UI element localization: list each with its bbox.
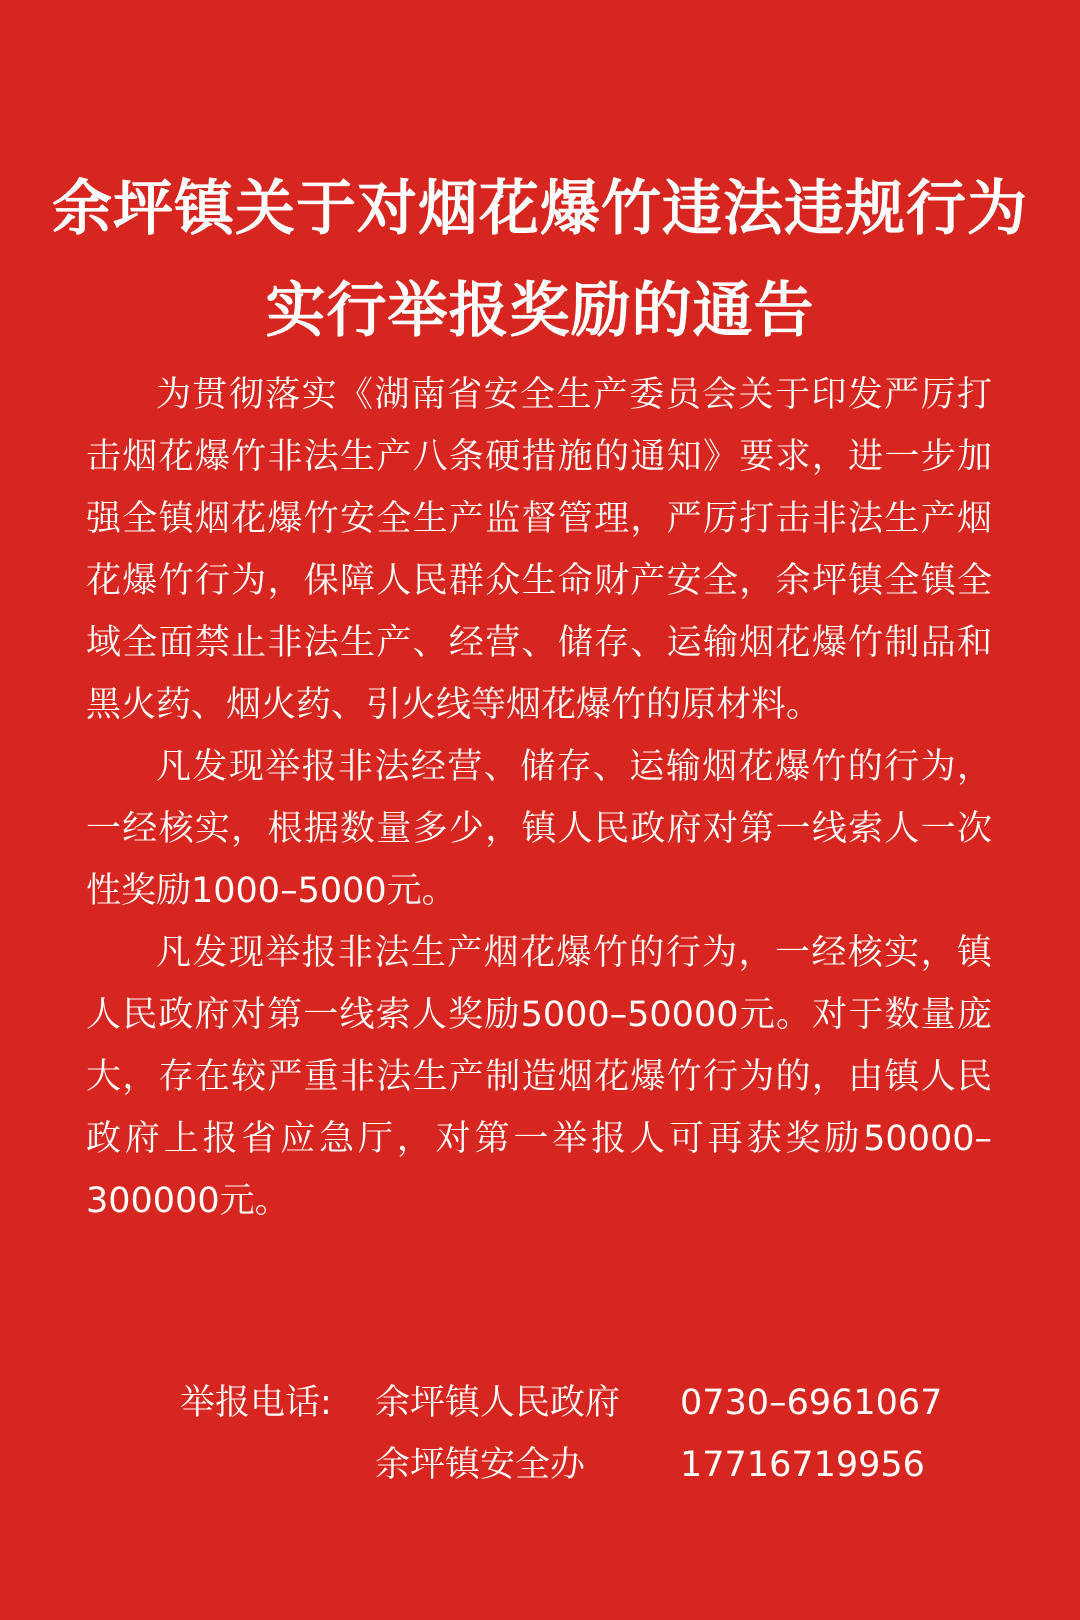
title-line-1: 余坪镇关于对烟花爆竹违法违规行为	[52, 174, 1028, 245]
contact-org: 余坪镇安全办	[375, 1445, 586, 1485]
contact-org: 余坪镇人民政府	[375, 1383, 621, 1423]
paragraph-intro: 为贯彻落实《湖南省安全生产委员会关于印发严厉打击烟花爆竹非法生产八条硬措施的通知》要求，进一步加强全镇烟花爆竹安全生产监督管理，严厉打击非法生产烟花爆竹行为，保障人民群众生命财产安全，余坪镇全镇全域全面禁止非法生产、经营、储存、运输烟花爆竹制品和黑火药、烟火药、引火线等烟花爆竹的原材料。	[86, 375, 992, 725]
contact-label-spacer	[180, 1434, 375, 1496]
notice-body	[86, 364, 992, 1232]
contact-label: 举报电话:	[180, 1383, 332, 1423]
title-line-2: 实行举报奖励的通告	[265, 276, 815, 347]
contact-row	[180, 1372, 942, 1434]
paragraph-reward-production: 凡发现举报非法生产烟花爆竹的行为，一经核实，镇人民政府对第一线索人奖励5000–50000元。对于数量庞大，存在较严重非法生产制造烟花爆竹行为的，由镇人民政府上报省应急厅，对第一举报人可再获奖励50000–300000元。	[86, 933, 992, 1221]
contact-phone: 0730–6961067	[680, 1383, 943, 1423]
contact-phone: 17716719956	[680, 1445, 925, 1485]
contact-row	[180, 1434, 942, 1496]
notice-title	[0, 158, 1080, 362]
paragraph-reward-trade: 凡发现举报非法经营、储存、运输烟花爆竹的行为，一经核实，根据数量多少，镇人民政府对第一线索人一次性奖励1000–5000元。	[86, 747, 992, 911]
contact-block	[180, 1372, 942, 1496]
